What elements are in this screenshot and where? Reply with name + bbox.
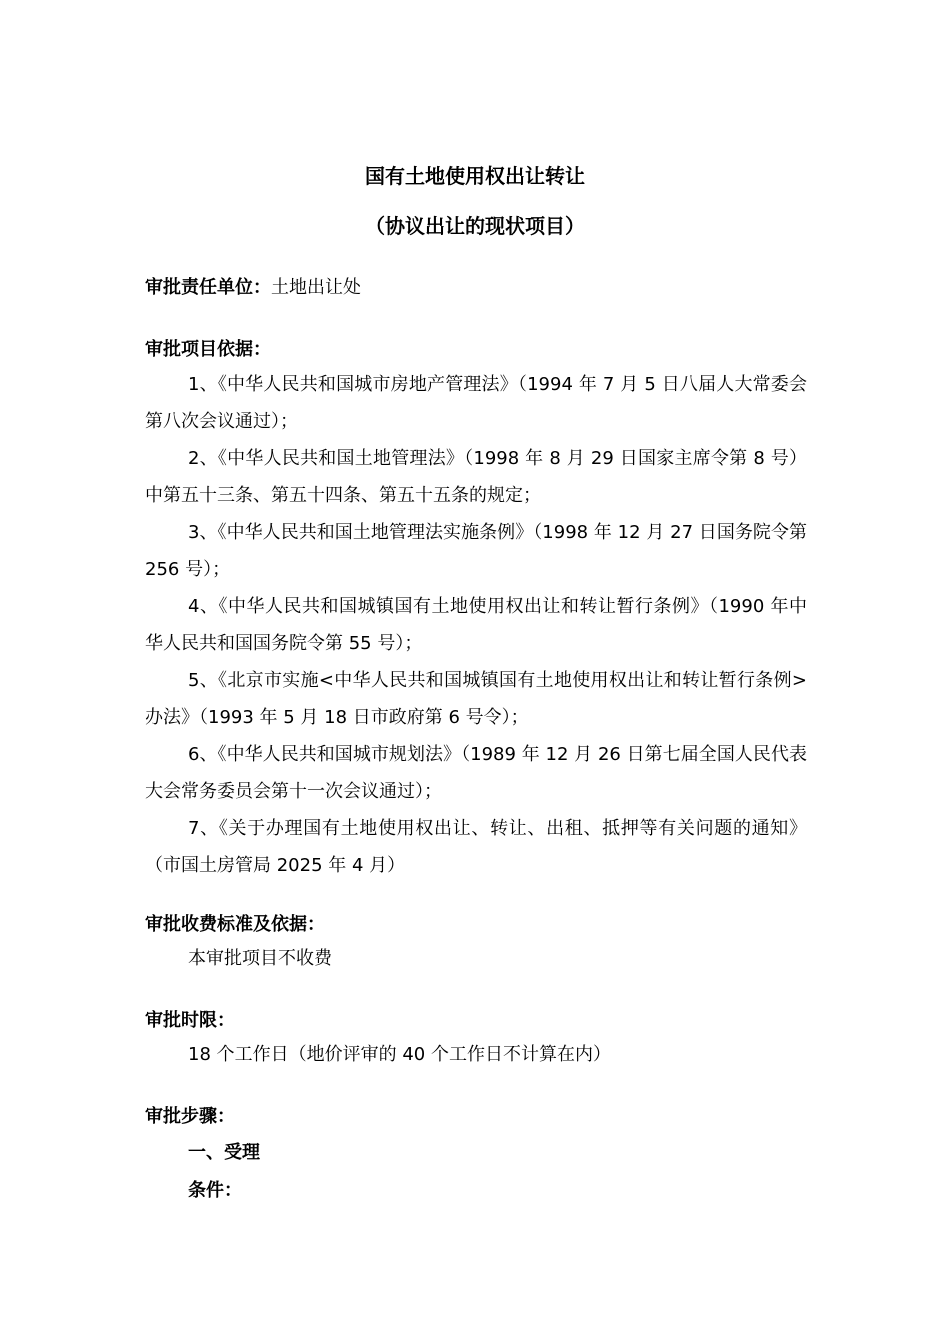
fee-heading: 审批收费标准及依据： — [145, 914, 325, 935]
basis-item-6: 6、《中华人民共和国城市规划法》（1989 年 12 月 26 日第七届全国人民代表大会常务委员会第十一次会议通过）； — [145, 744, 807, 802]
basis-item-3: 3、《中华人民共和国土地管理法实施条例》（1998 年 12 月 27 日国务院令第 256 号）； — [145, 522, 807, 580]
document-title: 国有土地使用权出让转让 — [365, 164, 585, 188]
conditions-heading: 条件： — [188, 1180, 242, 1201]
time-limit-value: 18 个工作日（地价评审的 40 个工作日不计算在内） — [188, 1044, 611, 1065]
responsible-unit-value: 土地出让处 — [271, 277, 361, 298]
basis-item-1: 1、《中华人民共和国城市房地产管理法》（1994 年 7 月 5 日八届人大常委会第八次会议通过）； — [145, 374, 807, 432]
basis-item-4: 4、《中华人民共和国城镇国有土地使用权出让和转让暂行条例》（1990 年中华人民共和国国务院令第 55 号）； — [145, 596, 807, 654]
step-1-heading: 一、受理 — [188, 1142, 260, 1163]
time-limit-heading: 审批时限： — [145, 1010, 235, 1031]
basis-item-2: 2、《中华人民共和国土地管理法》（1998 年 8 月 29 日国家主席令第 8 号）中第五十三条、第五十四条、第五十五条的规定； — [145, 448, 807, 506]
responsible-unit-line — [145, 275, 361, 301]
basis-item-7: 7、《关于办理国有土地使用权出让、转让、出租、抵押等有关问题的通知》（市国土房管局 2025 年 4 月） — [145, 818, 807, 876]
responsible-unit-label: 审批责任单位： — [145, 277, 271, 298]
document-subtitle: （协议出让的现状项目） — [365, 214, 585, 238]
steps-heading: 审批步骤： — [145, 1106, 235, 1127]
fee-value: 本审批项目不收费 — [188, 948, 332, 969]
basis-heading: 审批项目依据： — [145, 339, 271, 360]
basis-item-5: 5、《北京市实施<中华人民共和国城镇国有土地使用权出让和转让暂行条例>办法》（1993 年 5 月 18 日市政府第 6 号令）； — [145, 670, 807, 728]
